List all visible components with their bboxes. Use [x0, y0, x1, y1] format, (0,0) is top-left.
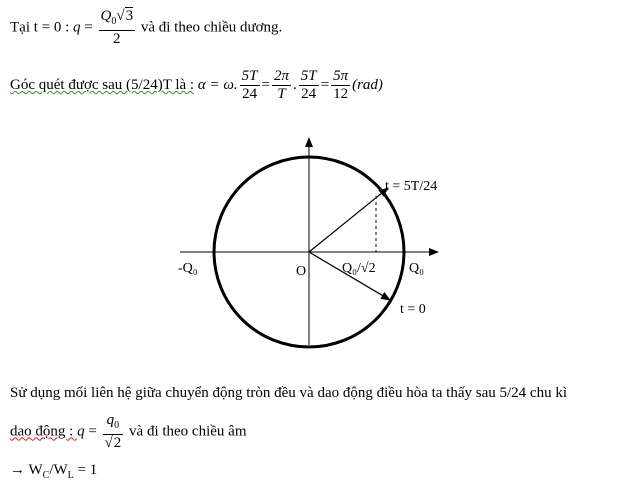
- label-origin: O: [296, 264, 307, 279]
- arrow-w: → W: [10, 462, 43, 478]
- result-prefix: dao động :: [10, 423, 78, 440]
- eq-sign-2: =: [88, 423, 97, 440]
- label-q0: Q₀: [409, 261, 424, 276]
- alpha-omega: α = ω.: [197, 76, 238, 93]
- sqrt-2: 2: [113, 435, 122, 451]
- frac-2pi-t: $\frac{2\pi}{T}$: [273, 68, 289, 102]
- result-suffix: và đi theo chiều âm: [129, 423, 247, 440]
- label-q0-sqrt2: Q₀/√2: [342, 261, 376, 276]
- frac-5t-24-b: $\frac{5T}{24}$: [300, 68, 317, 102]
- sqrt-3: 3: [125, 8, 134, 24]
- q0-sqrt3-fraction: $\frac{Q_0√3}{2}$: [100, 8, 134, 47]
- q0-subscript-2: 0: [114, 420, 120, 431]
- slash-w: /W: [49, 462, 68, 478]
- frac-5t-24: $\frac{5T}{24}$: [241, 68, 258, 102]
- label-neg-q0: -Q₀: [178, 261, 198, 276]
- q0-subscript: 0: [111, 16, 117, 27]
- q0-symbol-2: q: [106, 412, 115, 428]
- sweep-angle-statement: Góc quét được sau (5/24)T là : α = ω. $\frac{5T}{24}$ = $\frac{2\pi}{T}$ . $\frac{5T}{24}$ = $\frac{5\pi}{12}$ (rad): [10, 68, 383, 102]
- relation-statement: [10, 385, 567, 402]
- q-var-2: q: [77, 423, 85, 440]
- t0-prefix: Tại t = 0 :: [10, 19, 74, 36]
- q0-over-sqrt2-fraction: $\frac{q_0}{√2}$: [104, 412, 122, 451]
- fraction-denominator: 2: [113, 31, 121, 47]
- q-var: q: [73, 19, 81, 36]
- eq-sign: =: [84, 19, 93, 36]
- t0-suffix: và đi theo chiều dương.: [140, 19, 283, 36]
- label-t-end: t = 5T/24: [385, 179, 438, 194]
- frac-5pi-12: $\frac{5\pi}{12}$: [333, 68, 349, 102]
- q0-symbol: Q: [100, 8, 112, 24]
- unit-rad: (rad): [352, 76, 383, 93]
- subscript-l: L: [67, 470, 74, 481]
- label-t0: t = 0: [400, 302, 426, 317]
- sweep-angle-prefix: Góc quét được sau (5/24)T là :: [10, 76, 195, 93]
- result-statement: [10, 412, 247, 452]
- subscript-c: C: [42, 470, 50, 481]
- equals-one: = 1: [73, 462, 98, 478]
- vector-t0: [309, 252, 390, 300]
- energy-ratio: [10, 462, 97, 481]
- relation-text: Sử dụng mối liên hệ giữa chuyển động tròn đều và dao động điều hòa ta thấy sau 5/24 chu kì: [10, 385, 567, 401]
